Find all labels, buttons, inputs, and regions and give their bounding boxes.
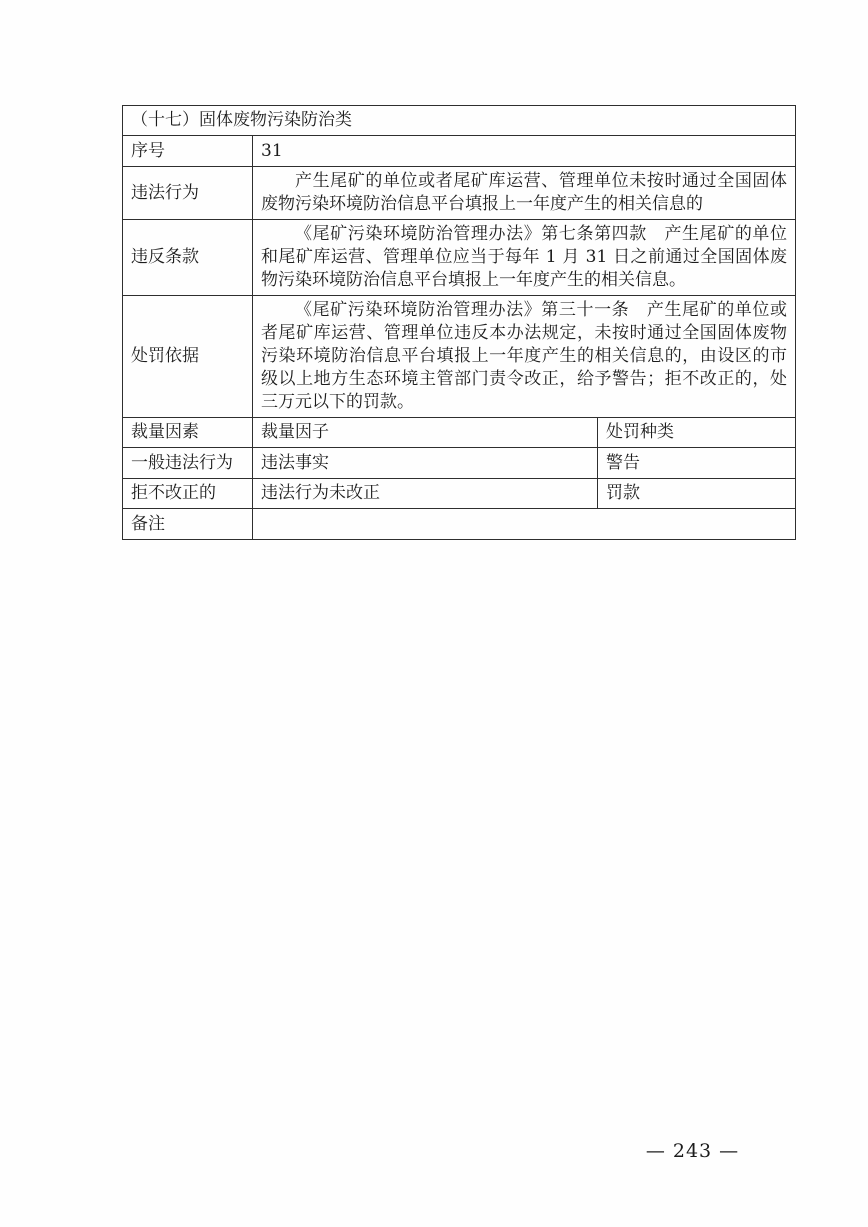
category-header-cell: （十七）固体废物污染防治类	[123, 106, 796, 136]
table-row	[123, 136, 796, 167]
violated-clause-text: 《尾矿污染环境防治管理办法》第七条第四款 产生尾矿的单位和尾矿库运营、管理单位应当于每年 1 月 31 日之前通过全国固体废物污染环境防治信息平台填报上一年度产生的相关信息。	[261, 224, 788, 290]
remark-label-cell: 备注	[123, 509, 253, 540]
serial-label-cell: 序号	[123, 136, 253, 167]
remark-content-cell	[253, 509, 796, 540]
illegal-behavior-content-cell	[253, 167, 796, 220]
general-violation-penalty-cell: 警告	[598, 448, 796, 479]
penalty-basis-text: 《尾矿污染环境防治管理办法》第三十一条 产生尾矿的单位或者尾矿库运营、管理单位违反本办法规定，未按时通过全国固体废物污染环境防治信息平台填报上一年度产生的相关信息的，由设区的市级以上地方生态环境主管部门责令改正，给予警告；拒不改正的，处三万元以下的罚款。	[261, 300, 788, 412]
page-number: — 243 —	[645, 1140, 740, 1162]
table-row	[123, 479, 796, 509]
serial-value-cell: 31	[253, 136, 796, 167]
illegal-behavior-label-cell: 违法行为	[123, 167, 253, 220]
general-violation-fact-cell: 违法事实	[253, 448, 598, 479]
refuse-correct-penalty-cell: 罚款	[598, 479, 796, 509]
refuse-correct-fact-cell: 违法行为未改正	[253, 479, 598, 509]
table-row	[123, 167, 796, 220]
illegal-behavior-text: 产生尾矿的单位或者尾矿库运营、管理单位未按时通过全国固体废物污染环境防治信息平台填报上一年度产生的相关信息的	[261, 171, 788, 214]
penalty-discretion-table	[122, 105, 796, 540]
refuse-correct-label-cell: 拒不改正的	[123, 479, 253, 509]
discretion-subfactor-header-cell: 裁量因子	[253, 418, 598, 448]
table-row	[123, 220, 796, 296]
violated-clause-label-cell: 违反条款	[123, 220, 253, 296]
table-row	[123, 418, 796, 448]
penalty-basis-label-cell: 处罚依据	[123, 296, 253, 418]
table-row	[123, 448, 796, 479]
general-violation-label-cell: 一般违法行为	[123, 448, 253, 479]
table-row	[123, 296, 796, 418]
penalty-basis-content-cell	[253, 296, 796, 418]
table-row	[123, 106, 796, 136]
discretion-factor-header-cell: 裁量因素	[123, 418, 253, 448]
table-row	[123, 509, 796, 540]
penalty-type-header-cell: 处罚种类	[598, 418, 796, 448]
violated-clause-content-cell	[253, 220, 796, 296]
